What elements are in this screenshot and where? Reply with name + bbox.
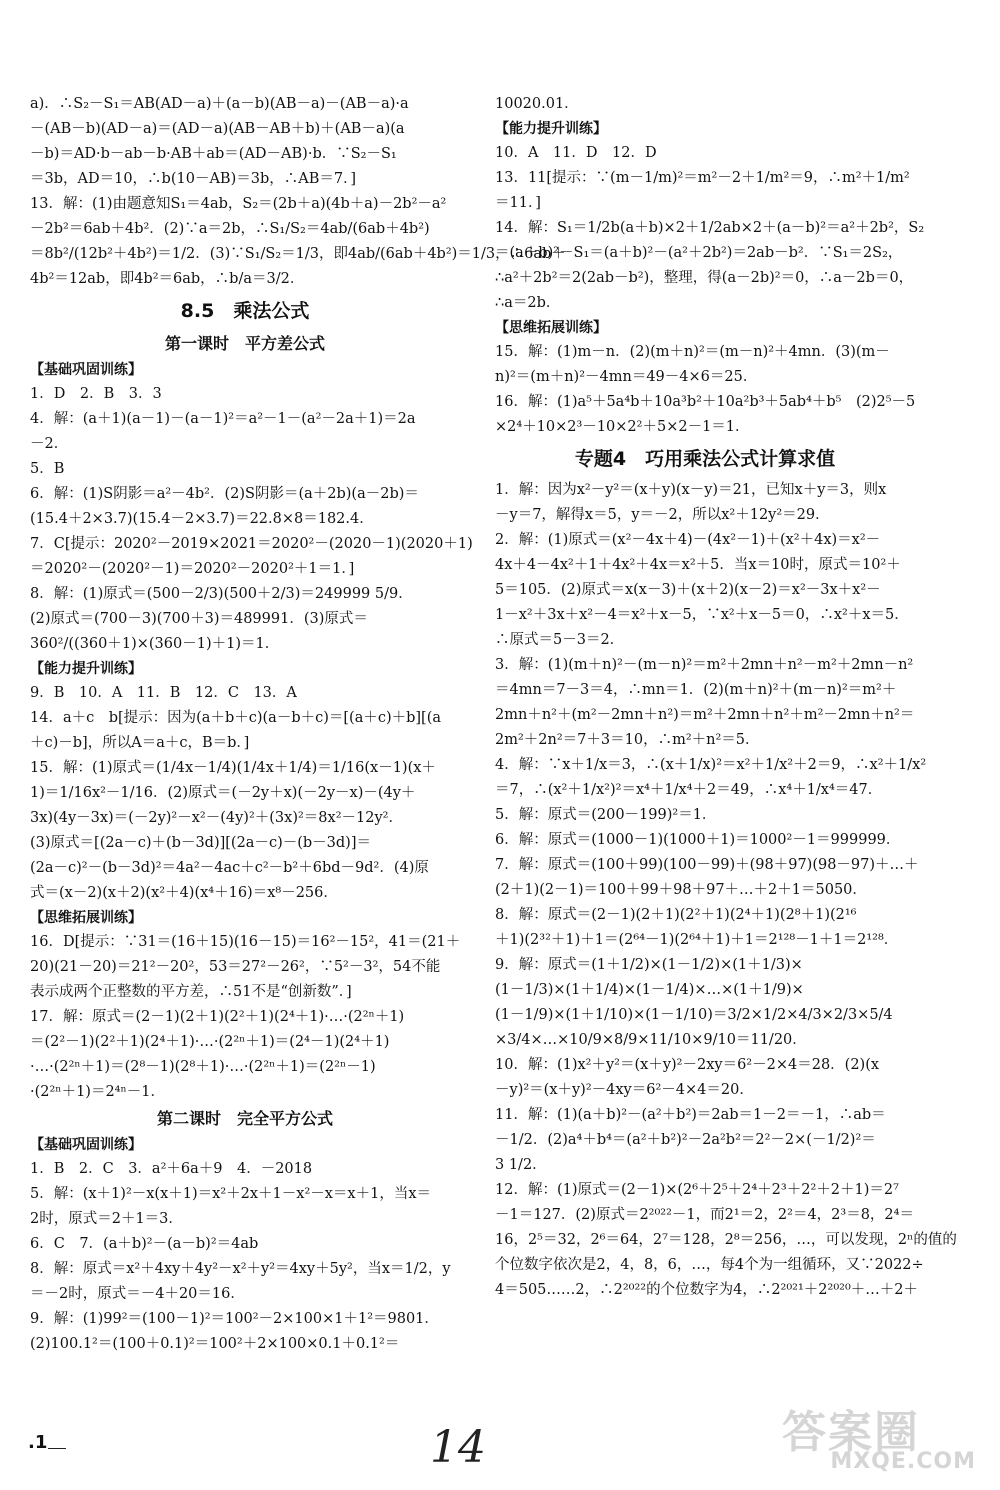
answer-line: 1．B 2．C 3．a²＋6a＋9 4．－2018 <box>30 1161 313 1177</box>
answer-line: 12．解：(1)原式＝(2－1)×(2⁶＋2⁵＋2⁴＋2³＋2²＋2＋1)＝2⁷ <box>495 1182 899 1198</box>
answer-line: 16．解：(1)a⁵＋5a⁴b＋10a³b²＋10a²b³＋5ab⁴＋b⁵ (2)2⁵－5 <box>495 394 916 410</box>
answer-line: 5．解：原式＝(200－199)²＝1． <box>495 807 717 823</box>
answer-line: ＝8b²/(12b²＋4b²)＝1/2．(3)∵S₁/S₂＝1/3，即4ab/(6ab＋4b²)＝1/3，∴6ab＋ <box>30 246 566 262</box>
answer-line: 15．解：(1)m－n．(2)(m＋n)²＝(m－n)²＋4mn．(3)(m－ <box>495 344 890 360</box>
training-heading: 【基础巩固训练】 <box>30 1137 142 1153</box>
training-heading: 【思维拓展训练】 <box>30 910 142 926</box>
answer-line: 13．解：(1)由题意知S₁＝4ab，S₂＝(2b＋a)(4b＋a)－2b²－a² <box>30 196 447 212</box>
answer-line: ×2⁴＋10×2³－10×2²＋5×2－1＝1． <box>495 419 750 435</box>
answer-line: 6．解：原式＝(1000－1)(1000＋1)＝1000²－1＝999999． <box>495 832 901 848</box>
answer-line: ∴a²＋2b²＝2(2ab－b²)，整理，得(a－2b)²＝0，∴a－2b＝0， <box>495 270 914 286</box>
answer-line: 13．11[提示：∵(m－1/m)²＝m²－2＋1/m²＝9，∴m²＋1/m² <box>495 170 910 186</box>
answer-line: ×3/4×…×10/9×8/9×11/10×9/10＝11/20． <box>495 1032 807 1048</box>
answer-line: 14．a＋c b[提示：因为(a＋b＋c)(a－b＋c)＝[(a＋c)＋b][(a <box>30 710 442 726</box>
answer-line: －2． <box>30 436 69 452</box>
page-number: .1 <box>28 1432 48 1453</box>
answer-line: －y)²＝(x＋y)²－4xy＝6²－4×4＝20． <box>495 1082 754 1098</box>
answer-line: 4＝505……2，∴2²⁰²²的个位数字为4，∴2²⁰²¹＋2²⁰²⁰＋…＋2＋ <box>495 1282 919 1298</box>
answer-line: 3．解：(1)(m＋n)²－(m－n)²＝m²＋2mn＋n²－m²＋2mn－n² <box>495 657 914 673</box>
answer-line: 1－x²＋3x＋x²－4＝x²＋x－5，∵x²＋x－5＝0，∴x²＋x＝5． <box>495 607 909 623</box>
answer-line: －y＝7，解得x＝5，y＝－2，所以x²＋12y²＝29． <box>495 507 830 523</box>
answer-line: 11．解：(1)(a＋b)²－(a²＋b²)＝2ab＝1－2＝－1，∴ab＝ <box>495 1107 886 1123</box>
answer-line: ＋c)－b]，所以A＝a＋c，B＝b．] <box>30 735 250 751</box>
answer-line: －2b²＝6ab＋4b²．(2)∵a＝2b，∴S₁/S₂＝4ab/(6ab＋4b²) <box>30 221 430 237</box>
answer-line: 15．解：(1)原式＝(1/4x－1/4)(1/4x＋1/4)＝1/16(x－1)(x＋ <box>30 760 436 776</box>
answer-line: ＝4mn＝7－3＝4，∴mn＝1．(2)(m＋n)²＋(m－n)²＝m²＋ <box>495 682 897 698</box>
training-heading: 【思维拓展训练】 <box>495 320 607 336</box>
handwritten-page-number: 14 <box>430 1422 486 1473</box>
answer-line: －(AB－b)(AD－a)＝(AD－a)(AB－AB＋b)＋(AB－a)(a <box>30 121 405 137</box>
answer-line: 2．解：(1)原式＝(x²－4x＋4)－(4x²－1)＋(x²＋4x)＝x²－ <box>495 532 881 548</box>
answer-line: 5＝105．(2)原式＝x(x－3)＋(x＋2)(x－2)＝x²－3x＋x²－ <box>495 582 881 598</box>
lesson-subtitle: 第一课时 平方差公式 <box>164 334 325 353</box>
answer-line: 2mn＋n²＋(m²－2mn＋n²)＝m²＋2mn＋n²＋m²－2mn＋n²＝ <box>495 707 915 723</box>
answer-line: 5．B <box>30 461 65 477</box>
answer-line: 式＝(x－2)(x＋2)(x²＋4)(x⁴＋16)＝x⁸－256． <box>30 885 338 901</box>
answer-line: ＝11．] <box>495 195 541 211</box>
answer-line: ＝(a＋b)²－S₁＝(a＋b)²－(a²＋2b²)＝2ab－b²．∵S₁＝2S₂， <box>495 245 903 261</box>
answer-line: (2＋1)(2－1)＝100＋99＋98＋97＋…＋2＋1＝5050． <box>495 882 867 898</box>
answer-line: 2m²＋2n²＝7＋3＝10，∴m²＋n²＝5． <box>495 732 760 748</box>
answer-line: ＝－2时，原式＝－4＋20＝16． <box>30 1286 245 1302</box>
answer-line: ＝3b，AD＝10，∴b(10－AB)＝3b，∴AB＝7．] <box>30 171 356 187</box>
answer-line: 6．解：(1)S阴影＝a²－4b²．(2)S阴影＝(a＋2b)(a－2b)＝ <box>30 486 419 502</box>
training-heading: 【能力提升训练】 <box>30 661 142 677</box>
training-heading: 【基础巩固训练】 <box>30 362 142 378</box>
answer-line: 10．解：(1)x²＋y²＝(x＋y)²－2xy＝6²－2×4＝28．(2)(x <box>495 1057 880 1073</box>
answer-line: (2)原式＝(700－3)(700＋3)＝489991．(3)原式＝ <box>30 611 368 627</box>
answer-line: (1－1/3)×(1＋1/4)×(1－1/4)×…×(1＋1/9)× <box>495 982 804 998</box>
answer-line: 8．解：(1)原式＝(500－2/3)(500＋2/3)＝249999 5/9． <box>30 586 413 602</box>
answer-line: 10．A 11．D 12．D <box>495 145 657 161</box>
answer-line: 3x)(4y－3x)＝(－2y)²－x²－(4y)²＋(3x)²＝8x²－12y²． <box>30 810 403 826</box>
answer-line: n)²＝(m＋n)²－4mn＝49－4×6＝25． <box>495 369 758 385</box>
answer-line: 16．D[提示：∵31＝(16＋15)(16－15)＝16²－15²，41＝(21＋ <box>30 934 461 950</box>
answer-line: 4．解：(a＋1)(a－1)－(a－1)²＝a²－1－(a²－2a＋1)＝2a <box>30 411 416 427</box>
answer-line: ＋1)(2³²＋1)＋1＝(2⁶⁴－1)(2⁶⁴＋1)＋1＝2¹²⁸－1＋1＝2¹²⁸． <box>495 932 899 948</box>
answer-line: 7．C[提示：2020²－2019×2021＝2020²－(2020－1)(2020＋1) <box>30 536 473 552</box>
answer-line: －1/2．(2)a⁴＋b⁴＝(a²＋b²)²－2a²b²＝2²－2×(－1/2)²＝ <box>495 1132 876 1148</box>
answer-line: 4x＋4－4x²＋1＋4x²＋4x＝x²＋5．当x＝10时，原式＝10²＋ <box>495 557 901 573</box>
answer-line: 1．解：因为x²－y²＝(x＋y)(x－y)＝21，已知x＋y＝3，则x <box>495 482 887 498</box>
answer-line: 3 1/2． <box>495 1157 547 1173</box>
answer-line: ·…·(2²ⁿ＋1)＝(2⁸－1)(2⁸＋1)·…·(2²ⁿ＋1)＝(2²ⁿ－1) <box>30 1059 376 1075</box>
answer-line: ∴原式＝5－3＝2． <box>495 632 625 648</box>
answer-line: 8．解：原式＝x²＋4xy＋4y²－x²＋y²＝4xy＋5y²，当x＝1/2，y <box>30 1261 451 1277</box>
answer-line: 1．D 2．B 3．3 <box>30 386 162 402</box>
answer-line: (2)100.1²＝(100＋0.1)²＝100²＋2×100×0.1＋0.1²＝ <box>30 1336 400 1352</box>
watermark-text: 答案圈 <box>782 1407 920 1458</box>
answer-line: (2a－c)²－(b－3d)²＝4a²－4ac＋c²－b²＋6bd－9d²．(4)原 <box>30 860 429 876</box>
answer-line: 4．解：∵x＋1/x＝3，∴(x＋1/x)²＝x²＋1/x²＋2＝9，∴x²＋1/x² <box>495 757 927 773</box>
answer-line: 10020.01． <box>495 96 579 112</box>
watermark-logo <box>782 1396 982 1476</box>
answer-line: 17．解：原式＝(2－1)(2＋1)(2²＋1)(2⁴＋1)·…·(2²ⁿ＋1) <box>30 1009 405 1025</box>
answer-line: 2时，原式＝2＋1＝3． <box>30 1211 183 1227</box>
answer-line: 14．解：S₁＝1/2b(a＋b)×2＋1/2ab×2＋(a－b)²＝a²＋2b²，S₂ <box>495 220 925 236</box>
answer-line: a)．∴S₂－S₁＝AB(AD－a)＋(a－b)(AB－a)－(AB－a)·a <box>30 96 409 112</box>
training-heading: 【能力提升训练】 <box>495 121 607 137</box>
answer-line: －b)＝AD·b－ab－b·AB＋ab＝(AD－AB)·b．∵S₂－S₁ <box>30 146 397 162</box>
answer-line: ·(2²ⁿ＋1)＝2⁴ⁿ－1． <box>30 1084 165 1100</box>
answer-line: ＝2020²－(2020²－1)＝2020²－2020²＋1＝1．] <box>30 561 355 577</box>
answer-line: ∴a＝2b． <box>495 295 561 311</box>
answer-line: 1)＝1/16x²－1/16．(2)原式＝(－2y＋x)(－2y－x)－(4y＋ <box>30 785 416 801</box>
section-title: 8.5 乘法公式 <box>180 300 310 322</box>
answer-line: (15.4＋2×3.7)(15.4－2×3.7)＝22.8×8＝182.4． <box>30 511 374 527</box>
answer-line: 6．C 7．(a＋b)²－(a－b)²＝4ab <box>30 1236 259 1252</box>
answer-line: 9．解：原式＝(1＋1/2)×(1－1/2)×(1＋1/3)× <box>495 957 803 973</box>
page-number-rule <box>48 1448 66 1449</box>
answer-line: 16，2⁵＝32，2⁶＝64，2⁷＝128，2⁸＝256，…，可以发现，2ⁿ的值的 <box>495 1232 957 1248</box>
answer-line: 8．解：原式＝(2－1)(2＋1)(2²＋1)(2⁴＋1)(2⁸＋1)(2¹⁶ <box>495 907 857 923</box>
watermark-url: MXQE.COM <box>830 1449 976 1474</box>
lesson-subtitle: 第二课时 完全平方公式 <box>156 1109 333 1128</box>
section-title: 专题4 巧用乘法公式计算求值 <box>574 448 836 470</box>
right-column <box>495 92 957 1303</box>
answer-line: 5．解：(x＋1)²－x(x＋1)＝x²＋2x＋1－x²－x＝x＋1，当x＝ <box>30 1186 432 1202</box>
answer-line: (3)原式＝[(2a－c)＋(b－3d)][(2a－c)－(b－3d)]＝ <box>30 835 371 851</box>
answer-line: 360²/((360＋1)×(360－1)＋1)＝1． <box>30 636 280 652</box>
answer-line: 9．B 10．A 11．B 12．C 13．A <box>30 685 297 701</box>
answer-line: 4b²＝12ab，即4b²＝6ab，∴b/a＝3/2． <box>30 271 305 287</box>
answer-line: 7．解：原式＝(100＋99)(100－99)＋(98＋97)(98－97)＋…＋ <box>495 857 919 873</box>
answer-line: ＝(2²－1)(2²＋1)(2⁴＋1)·…·(2²ⁿ＋1)＝(2⁴－1)(2⁴＋1) <box>30 1034 390 1050</box>
answer-line: (1－1/9)×(1＋1/10)×(1－1/10)＝3/2×1/2×4/3×2/3×5/4 <box>495 1007 893 1023</box>
answer-line: ＝7，∴(x²＋1/x²)²＝x⁴＋1/x⁴＋2＝49，∴x⁴＋1/x⁴＝47． <box>495 782 883 798</box>
answer-line: 20)(21－20)＝21²－20²，53＝27²－26²，∵5²－3²，54不能 <box>30 959 441 975</box>
answer-line: 表示成两个正整数的平方差，∴51不是“创新数”．] <box>30 984 352 1000</box>
answer-line: 9．解：(1)99²＝(100－1)²＝100²－2×100×1＋1²＝9801． <box>30 1311 439 1327</box>
answer-line: 个位数字依次是2，4，8，6，…，每4个为一组循环，又∵2022÷ <box>495 1257 924 1273</box>
answer-line: －1＝127．(2)原式＝2²⁰²²－1，而2¹＝2，2²＝4，2³＝8，2⁴＝ <box>495 1207 914 1223</box>
